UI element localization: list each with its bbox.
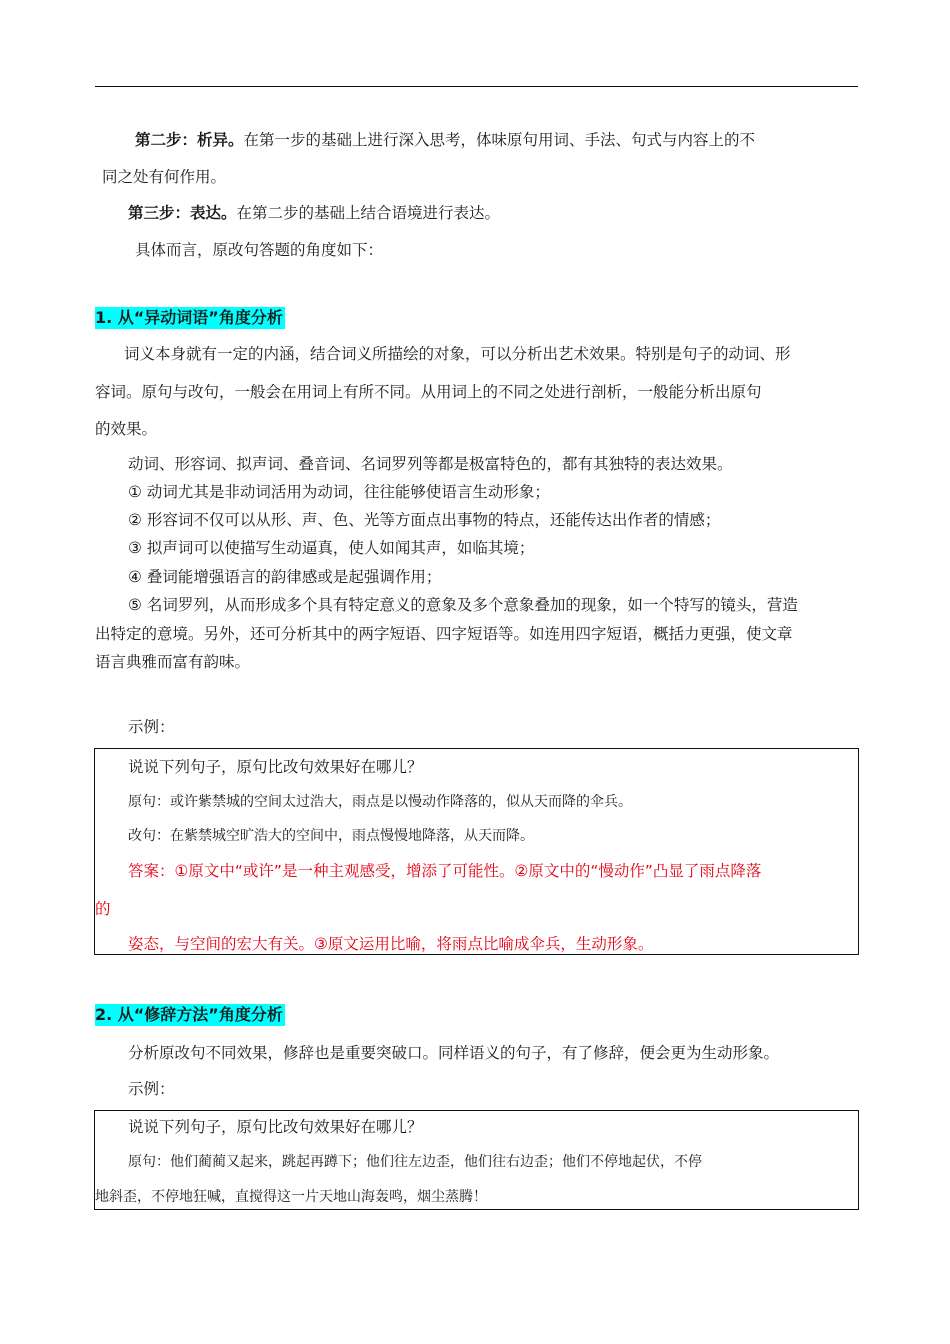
intro-line: 具体而言，原改句答题的角度如下： [135, 241, 384, 259]
list-item-5-line-2: 出特定的意境。另外，还可分析其中的两字短语、四字短语等。如连用四字短语，概括力更强，使文章 [95, 625, 793, 643]
section1-para-line-1: 词义本身就有一定的内涵，结合词义所描绘的对象，可以分析出艺术效果。特别是句子的动词、形 [124, 345, 791, 363]
list-item-5-line-1: ⑤ 名词罗列，从而形成多个具有特定意义的意象及多个意象叠加的现象，如一个特写的镜头，营造 [128, 596, 798, 614]
section2-example-label: 示例： [128, 1080, 175, 1098]
box1-answer-line-3: 姿态，与空间的宏大有关。③原文运用比喻，将雨点比喻成伞兵，生动形象。 [128, 935, 654, 953]
box1-answer-line-1: 答案：①原文中“或许”是一种主观感受，增添了可能性。②原文中的“慢动作”凸显了雨点降落 [128, 862, 762, 880]
step3-line [128, 202, 500, 224]
list-item-5-line-3: 语言典雅而富有韵味。 [95, 653, 251, 671]
step2-line-2: 同之处有何作用。 [102, 168, 227, 186]
box1-answer-line-2: 的 [95, 900, 111, 918]
list-item-4: ④ 叠词能增强语言的韵律感或是起强调作用； [128, 568, 442, 586]
list-item-2: ② 形容词不仅可以从形、声、色、光等方面点出事物的特点，还能传达出作者的情感； [128, 511, 721, 529]
list-item-1: ① 动词尤其是非动词活用为动词，往往能够使语言生动形象； [128, 483, 550, 501]
box1-original: 原句：或许紫禁城的空间太过浩大，雨点是以慢动作降落的，似从天而降的伞兵。 [128, 794, 632, 810]
box2-question: 说说下列句子，原句比改句效果好在哪儿？ [128, 1118, 423, 1136]
step2-label: 第二步：析异。 [135, 131, 244, 149]
section1-para-line-3: 的效果。 [95, 420, 158, 438]
header-rule [95, 86, 858, 87]
list-item-3: ③ 拟声词可以使描写生动逼真，使人如闻其声，如临其境； [128, 539, 535, 557]
box2-original-line-2: 地斜歪，不停地狂喊，直搅得这一片天地山海轰鸣，烟尘蒸腾！ [95, 1189, 487, 1205]
section1-example-label: 示例： [128, 718, 175, 736]
box1-revised: 改句：在紫禁城空旷浩大的空间中，雨点慢慢地降落，从天而降。 [128, 828, 534, 844]
step2-line-1 [135, 129, 755, 151]
section1-para2: 动词、形容词、拟声词、叠音词、名词罗列等都是极富特色的，都有其独特的表达效果。 [128, 455, 733, 473]
box2-original-line-1: 原句：他们蔺蔺又起来，跳起再蹲下；他们往左边歪，他们往右边歪；他们不停地起伏，不停 [128, 1154, 702, 1170]
step2-text: 在第一步的基础上进行深入思考，体味原句用词、手法、句式与内容上的不 [243, 131, 756, 149]
section1-heading: 1. 从“异动词语”角度分析 [95, 308, 283, 327]
section1-para-line-2: 容词。原句与改句，一般会在用词上有所不同。从用词上的不同之处进行剖析，一般能分析出原句 [95, 383, 762, 401]
step3-text: 在第二步的基础上结合语境进行表达。 [236, 204, 501, 222]
section2-heading: 2. 从“修辞方法”角度分析 [95, 1005, 283, 1024]
step3-label: 第三步：表达。 [128, 204, 237, 222]
section2-para: 分析原改句不同效果，修辞也是重要突破口。同样语义的句子，有了修辞，便会更为生动形象。 [128, 1044, 780, 1062]
section1-example-box [94, 748, 859, 955]
box1-question: 说说下列句子，原句比改句效果好在哪儿？ [128, 758, 423, 776]
